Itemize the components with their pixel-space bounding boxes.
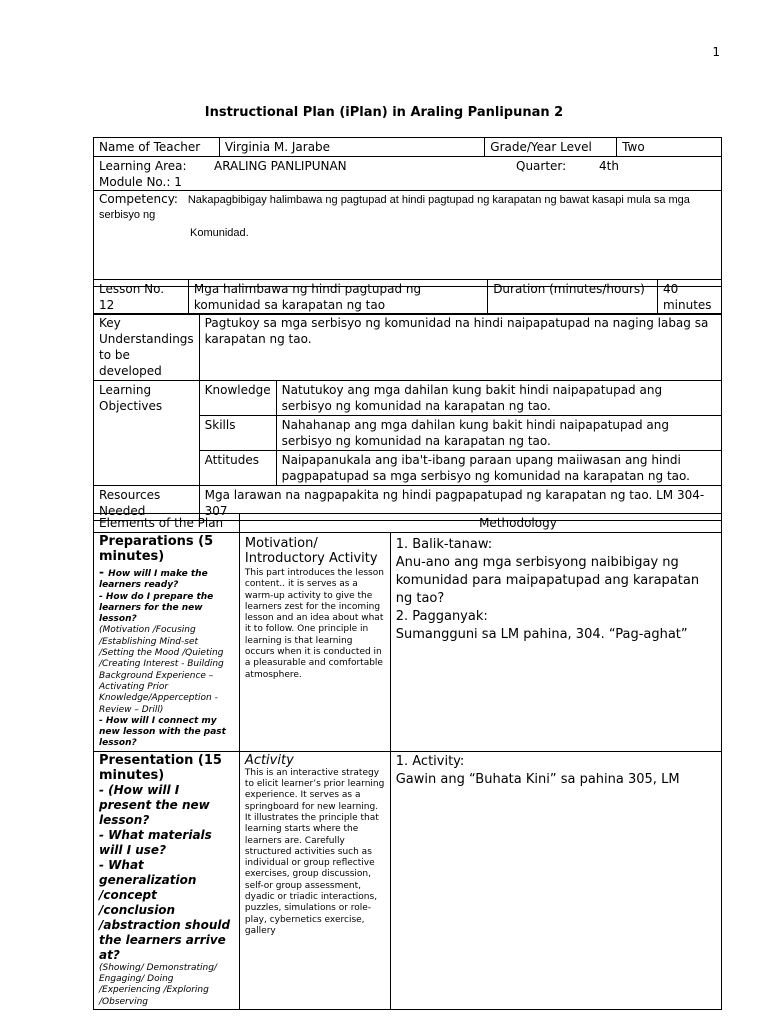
objectives-table: [93, 313, 722, 521]
key-understandings-value: Pagtukoy sa mga serbisyo ng komunidad na hindi naipapatupad na naging labag sa karapatan ng tao.: [199, 314, 721, 381]
preparations-desc: (Motivation /Focusing /Establishing Mind-set /Setting the Mood /Quieting /Creating Interest - Building Background Experience – Activating Prior Knowledge/Apperception - Review – Drill): [99, 625, 224, 715]
activity-desc: This is an interactive strategy to elicit learner’s prior learning experience. It serves as a springboard for new learning. It illustrates the principle that learning starts where the learners are. Carefully structured activities such as individual or group reflective exercises, group discussion, self-or group assessment, dyadic or triadic interactions, puzzles, simulations or role-play, cybernetics exercise, gallery: [244, 767, 385, 936]
pagganyak-text: Sumangguni sa LM pahina, 304. “Pag-aghat”: [395, 627, 688, 642]
knowledge-label: Knowledge: [199, 381, 276, 416]
resources-label: Resources Needed: [94, 486, 200, 521]
competency-value-2: Komunidad.: [190, 227, 249, 239]
attitudes-value: Naipapanukala ang iba't-ibang paraan upang maiiwasan ang hindi pagpapatupad sa mga serbisyo ng komunidad na karapatan ng tao.: [276, 451, 721, 486]
lesson-table: [93, 279, 722, 315]
motivation-methodology-cell: [390, 533, 721, 752]
competency-label: Competency:: [99, 192, 178, 206]
area-value: ARALING PANLIPUNAN: [214, 159, 347, 173]
preparations-q3: - How will I connect my new lesson with the past lesson?: [99, 715, 226, 749]
presentation-cell: [94, 751, 240, 1009]
plan-table: [93, 513, 722, 1010]
lesson-title: Mga halimbawa ng hindi pagtupad ng komunidad sa karapatan ng tao: [188, 280, 487, 315]
skills-value: Nahahanap ang mga dahilan kung bakit hindi naipapatupad ang serbisyo ng komunidad na karapatan ng tao.: [276, 416, 721, 451]
motivation-title: Motivation/ Introductory Activity: [244, 536, 378, 566]
motivation-desc: This part introduces the lesson content.. it is serves as a warm-up activity to give the learners zest for the incoming lesson and an idea about what it to follow. One principle in learning is that learning occurs when it is conducted in a pleasurable and comfortable atmosphere.: [244, 568, 384, 680]
activity-m-title: 1. Activity:: [395, 753, 465, 769]
activity-methodology-cell: [390, 751, 721, 1009]
learning-area-cell: [94, 157, 722, 191]
preparations-q2: - How do I prepare the learners for the new lesson?: [99, 591, 214, 625]
page-number: 1: [712, 45, 720, 59]
area-label: Learning Area:: [99, 159, 187, 173]
teacher-label: Name of Teacher: [94, 138, 220, 157]
pagganyak-title: 2. Pagganyak:: [395, 609, 488, 624]
quarter-value: 4th: [599, 159, 619, 173]
elements-header: Elements of the Plan: [94, 514, 240, 533]
competency-value-1: Nakapagbibigay halimbawa ng pagtupad at hindi pagtupad ng karapatan ng bawat kasapi mula sa mga serbisyo ng: [99, 194, 690, 221]
objectives-label: Learning Objectives: [94, 381, 200, 486]
presentation-title: Presentation (15 minutes): [99, 752, 222, 783]
presentation-q2: - What materials will I use?: [99, 827, 212, 857]
duration-value: 40 minutes: [657, 280, 721, 315]
activity-cell: [239, 751, 390, 1009]
grade-label: Grade/Year Level: [485, 138, 617, 157]
competency-cell: [94, 191, 722, 287]
document-title: Instructional Plan (iPlan) in Araling Panlipunan 2: [204, 105, 564, 120]
presentation-q3: - What generalization /concept /conclusion /abstraction should the learners arrive at?: [99, 857, 231, 962]
presentation-q1: - (How will I present the new lesson?: [99, 782, 210, 827]
teacher-value: Virginia M. Jarabe: [219, 138, 484, 157]
resources-value: Mga larawan na nagpapakita ng hindi pagpapatupad ng karapatan ng tao. LM 304-307: [199, 486, 721, 521]
grade-value: Two: [617, 138, 722, 157]
quarter-label: Quarter:: [516, 159, 567, 173]
preparations-title: Preparations (5 minutes): [99, 534, 214, 564]
header-table: [93, 137, 722, 287]
lesson-label: Lesson No. 12: [94, 280, 189, 315]
activity-title: Activity: [244, 752, 294, 768]
methodology-header: Methodology: [239, 514, 721, 533]
skills-label: Skills: [199, 416, 276, 451]
balik-tanaw-title: 1. Balik-tanaw:: [395, 537, 493, 552]
presentation-desc: (Showing/ Demonstrating/ Engaging/ Doing /Experiencing /Exploring /Observing: [99, 962, 217, 1007]
preparations-cell: Preparations (5 minutes) - How will I make the learners ready? - How do I prepare the learners for the new lesson? (Motivation /Focusing /Establishing Mind-set /Setting the Mood /Quieting /Creating Interest - Building Background Experience – Activating Prior Knowledge/Apperception - Review – Drill) - How will I connect my new lesson with the past lesson?: [94, 533, 240, 752]
attitudes-label: Attitudes: [199, 451, 276, 486]
balik-tanaw-text: Anu-ano ang mga serbisyong naibibigay ng komunidad para maipapatupad ang karapatan ng tao?: [395, 555, 700, 606]
knowledge-value: Natutukoy ang mga dahilan kung bakit hindi naipapatupad ang serbisyo ng komunidad na karapatan ng tao.: [276, 381, 721, 416]
preparations-q1: How will I make the learners ready?: [99, 569, 208, 591]
activity-m-text: Gawin ang “Buhata Kini” sa pahina 305, LM: [395, 771, 680, 787]
motivation-cell: [239, 533, 390, 752]
module-label: Module No.: 1: [99, 175, 182, 189]
duration-label: Duration (minutes/hours): [488, 280, 658, 315]
key-understandings-label: Key Understandings to be developed: [94, 314, 200, 381]
